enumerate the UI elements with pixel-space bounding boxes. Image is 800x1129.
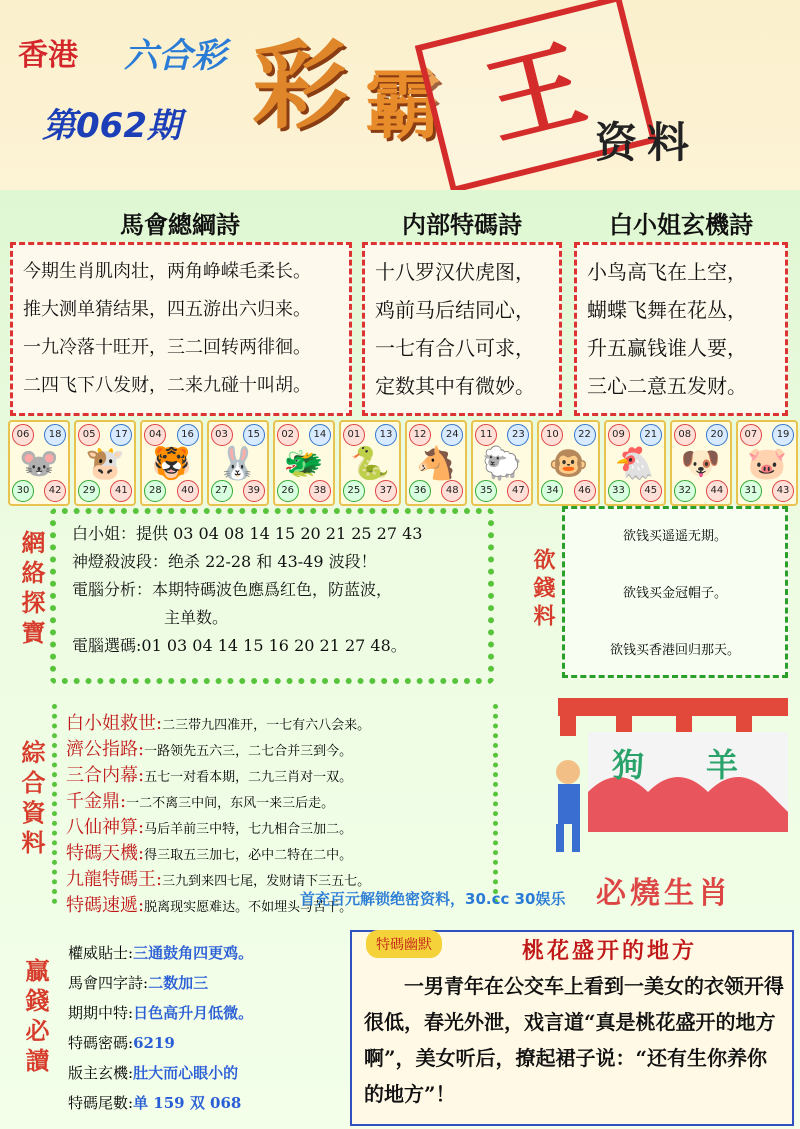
zodiac-number: 46 bbox=[574, 480, 596, 502]
net-label: 網絡探寶 bbox=[17, 530, 46, 650]
zodiac-animal-icon: 🐯 bbox=[151, 444, 192, 482]
zodiac-number: 23 bbox=[507, 424, 529, 446]
zodiac-number: 11 bbox=[475, 424, 497, 446]
zodiac-animal-icon: 🐶 bbox=[680, 444, 721, 482]
zodiac-number: 39 bbox=[243, 480, 265, 502]
zodiac-number: 20 bbox=[706, 424, 728, 446]
zodiac-number: 34 bbox=[541, 480, 563, 502]
zodiac-animal-icon: 🐭 bbox=[19, 444, 59, 482]
zodiac-number: 22 bbox=[574, 424, 596, 446]
zodiac-number: 40 bbox=[177, 480, 199, 502]
zodiac-number: 06 bbox=[12, 424, 34, 446]
zodiac-number: 25 bbox=[343, 480, 365, 502]
zodiac-card bbox=[207, 420, 269, 506]
zodiac-number: 24 bbox=[441, 424, 463, 446]
zodiac-card bbox=[339, 420, 401, 506]
zodiac-number: 41 bbox=[110, 480, 132, 502]
zodiac-number: 03 bbox=[211, 424, 233, 446]
column-title-1: 馬會總綱詩 bbox=[120, 210, 240, 239]
zodiac-card bbox=[273, 420, 335, 506]
painter-illustration bbox=[548, 692, 788, 862]
general-row bbox=[66, 842, 370, 868]
poem-line: 升五赢钱谁人要， bbox=[587, 336, 747, 360]
must-row bbox=[68, 1058, 253, 1088]
must-key: 權威貼士: bbox=[68, 944, 134, 962]
general-value: 得三取五三加七，必中二特在二中。 bbox=[144, 848, 353, 863]
general-value: 脱离现实愿难达。不如埋头与苦干。 bbox=[144, 900, 353, 915]
zodiac-animal-icon: 🐰 bbox=[217, 444, 258, 482]
zodiac-number: 47 bbox=[507, 480, 529, 502]
money-line: 欲钱买金冠帽子。 bbox=[622, 586, 727, 601]
zodiac-number: 28 bbox=[144, 480, 166, 502]
zodiac-number: 12 bbox=[409, 424, 431, 446]
must-list bbox=[68, 938, 253, 1118]
zodiac-animal-icon: 🐮 bbox=[85, 444, 126, 482]
general-key: 白小姐救世: bbox=[66, 713, 163, 734]
zodiac-number: 17 bbox=[110, 424, 132, 446]
must-burn-zodiac: 必燒生肖 bbox=[596, 876, 732, 911]
zodiac-number: 05 bbox=[78, 424, 100, 446]
must-key: 特碼尾數: bbox=[68, 1094, 134, 1112]
must-value: 二数加三 bbox=[148, 974, 209, 992]
general-key: 特碼速遞: bbox=[66, 895, 145, 916]
painter-word-sheep: 羊 bbox=[706, 746, 739, 784]
general-key: 特碼天機: bbox=[66, 843, 145, 864]
zodiac-number: 29 bbox=[78, 480, 100, 502]
general-value: 三九到来四七尾，发财请下三五七。 bbox=[162, 874, 371, 889]
title-char-1: 彩 bbox=[252, 30, 348, 142]
zodiac-animal-icon: 🐵 bbox=[548, 444, 589, 482]
zodiac-card bbox=[537, 420, 599, 506]
zodiac-number: 16 bbox=[177, 424, 199, 446]
joke-box bbox=[350, 930, 794, 1126]
must-value: 6219 bbox=[133, 1034, 175, 1052]
net-line: 電腦選碼:01 03 04 14 15 16 20 21 27 48。 bbox=[72, 636, 407, 655]
must-key: 特碼密碼: bbox=[68, 1034, 134, 1052]
zodiac-number: 31 bbox=[740, 480, 762, 502]
general-row bbox=[66, 738, 370, 764]
zodiac-number: 10 bbox=[541, 424, 563, 446]
column-title-2: 内部特碼詩 bbox=[402, 210, 522, 239]
poem-line: 一七有合八可求， bbox=[375, 336, 535, 360]
net-line: 主单数。 bbox=[164, 608, 229, 627]
must-value: 三通鼓角四更鸡。 bbox=[133, 944, 254, 962]
zodiac-number: 44 bbox=[706, 480, 728, 502]
zodiac-number: 45 bbox=[640, 480, 662, 502]
general-value: 五七一对看本期，二九三肖对一双。 bbox=[144, 770, 353, 785]
zodiac-number: 13 bbox=[375, 424, 397, 446]
zodiac-number: 18 bbox=[44, 424, 66, 446]
poem-box-1 bbox=[10, 242, 352, 416]
promo-banner[interactable]: 首充百元解锁绝密资料，30.cc 30娱乐 bbox=[300, 890, 566, 908]
zodiac-number: 07 bbox=[740, 424, 762, 446]
general-label: 綜合資料 bbox=[17, 740, 46, 860]
zodiac-number: 48 bbox=[441, 480, 463, 502]
zodiac-number: 09 bbox=[608, 424, 630, 446]
zodiac-card bbox=[604, 420, 666, 506]
zodiac-number: 30 bbox=[12, 480, 34, 502]
zodiac-strip bbox=[8, 420, 798, 506]
liuhecai-title: 六合彩 bbox=[124, 36, 226, 76]
joke-tag: 特碼幽默 bbox=[366, 930, 442, 958]
zodiac-number: 43 bbox=[772, 480, 794, 502]
money-box bbox=[562, 506, 788, 678]
zodiac-number: 14 bbox=[309, 424, 331, 446]
poem-line: 推大测单猜结果，四五游出六归来。 bbox=[23, 299, 311, 320]
king-stamp: 王 bbox=[415, 0, 657, 193]
poem-line: 十八罗汉伏虎图， bbox=[375, 260, 535, 284]
zodiac-card bbox=[140, 420, 202, 506]
zodiac-number: 01 bbox=[343, 424, 365, 446]
zodiac-card bbox=[471, 420, 533, 506]
general-row bbox=[66, 764, 370, 790]
general-key: 濟公指路: bbox=[66, 739, 145, 760]
zodiac-number: 32 bbox=[674, 480, 696, 502]
poem-line: 今期生肖肌肉壮，两角峥嵘毛柔长。 bbox=[23, 261, 311, 282]
zodiac-number: 27 bbox=[211, 480, 233, 502]
general-row bbox=[66, 816, 370, 842]
money-line: 欲钱买香港回归那天。 bbox=[609, 643, 740, 658]
poem-line: 一九冷落十旺开，三二回转两徘徊。 bbox=[23, 337, 311, 358]
poem-line: 小鸟高飞在上空， bbox=[587, 260, 747, 284]
hongkong-title: 香港 bbox=[18, 38, 78, 73]
issue-number: 第062期 bbox=[42, 106, 181, 146]
general-value: 二三带九四准开，一七有六八会来。 bbox=[162, 718, 371, 733]
general-key: 千金鼎: bbox=[66, 791, 127, 812]
title-char-2: 霸 bbox=[365, 60, 441, 149]
must-value: 单 159 双 068 bbox=[133, 1094, 242, 1112]
zodiac-number: 04 bbox=[144, 424, 166, 446]
must-row bbox=[68, 1088, 253, 1118]
zodiac-number: 37 bbox=[375, 480, 397, 502]
must-row bbox=[68, 938, 253, 968]
zodiac-number: 02 bbox=[277, 424, 299, 446]
zodiac-number: 21 bbox=[640, 424, 662, 446]
poem-box-3 bbox=[574, 242, 788, 416]
zodiac-card bbox=[670, 420, 732, 506]
zodiac-animal-icon: 🐲 bbox=[283, 444, 324, 482]
zodiac-animal-icon: 🐑 bbox=[482, 444, 523, 482]
must-key: 期期中特: bbox=[68, 1004, 134, 1022]
zodiac-animal-icon: 🐔 bbox=[614, 444, 655, 482]
poem-line: 定数其中有微妙。 bbox=[375, 374, 535, 398]
general-value: 一路领先五六三，二七合并三到今。 bbox=[144, 744, 353, 759]
zodiac-number: 35 bbox=[475, 480, 497, 502]
zodiac-number: 08 bbox=[674, 424, 696, 446]
general-key: 九龍特碼王: bbox=[66, 869, 163, 890]
column-title-3: 白小姐玄機詩 bbox=[609, 210, 753, 239]
zodiac-number: 19 bbox=[772, 424, 794, 446]
must-key: 馬會四字詩: bbox=[68, 974, 149, 992]
general-row bbox=[66, 790, 370, 816]
net-line: 白小姐：提供 03 04 08 14 15 20 21 25 27 43 bbox=[72, 524, 423, 543]
poem-line: 二四飞下八发财，二来九碰十叫胡。 bbox=[23, 375, 311, 396]
must-row bbox=[68, 998, 253, 1028]
net-line: 神燈殺波段：绝杀 22-28 和 43-49 波段！ bbox=[72, 552, 377, 571]
poem-line: 三心二意五发财。 bbox=[587, 374, 747, 398]
zodiac-number: 36 bbox=[409, 480, 431, 502]
poem-box-2 bbox=[362, 242, 562, 416]
zodiac-number: 15 bbox=[243, 424, 265, 446]
must-value: 肚大而心眼小的 bbox=[133, 1064, 239, 1082]
must-key: 版主玄機: bbox=[68, 1064, 134, 1082]
zodiac-number: 33 bbox=[608, 480, 630, 502]
joke-title: 桃花盛开的地方 bbox=[522, 938, 698, 964]
joke-text: 一男青年在公交车上看到一美女的衣领开得很低，春光外泄，戏言道“真是桃花盛开的地方啊”，美女听后，撩起裙子说：“还有生你养你的地方”！ bbox=[364, 974, 784, 1106]
general-value: 马后羊前三中特，七九相合三加二。 bbox=[144, 822, 353, 837]
must-row bbox=[68, 1028, 253, 1058]
zodiac-number: 38 bbox=[309, 480, 331, 502]
subtitle: 资料 bbox=[595, 118, 700, 167]
money-line: 欲钱买遥遥无期。 bbox=[622, 529, 727, 544]
zodiac-card bbox=[74, 420, 136, 506]
zodiac-animal-icon: 🐴 bbox=[416, 444, 457, 482]
net-content bbox=[72, 520, 422, 660]
general-key: 八仙神算: bbox=[66, 817, 145, 838]
poem-line: 蝴蝶飞舞在花丛， bbox=[587, 298, 747, 322]
must-value: 日色高升月低微。 bbox=[133, 1004, 254, 1022]
general-key: 三合内幕: bbox=[66, 765, 145, 786]
zodiac-animal-icon: 🐷 bbox=[747, 444, 787, 482]
painter-word-dog: 狗 bbox=[612, 746, 645, 784]
general-value: 一二不离三中间，东风一来三后走。 bbox=[126, 796, 335, 811]
painter-graphic bbox=[548, 692, 788, 862]
poem-line: 鸡前马后结同心， bbox=[375, 298, 535, 322]
money-label: 欲錢料 bbox=[530, 548, 556, 632]
zodiac-card bbox=[8, 420, 70, 506]
zodiac-animal-icon: 🐍 bbox=[350, 444, 390, 482]
zodiac-number: 42 bbox=[44, 480, 66, 502]
general-row bbox=[66, 712, 370, 738]
zodiac-card bbox=[736, 420, 798, 506]
zodiac-card bbox=[405, 420, 467, 506]
must-row bbox=[68, 968, 253, 998]
must-label: 贏錢必讀 bbox=[21, 958, 50, 1078]
zodiac-number: 26 bbox=[277, 480, 299, 502]
net-line: 電腦分析：本期特碼波色應爲红色，防蓝波， bbox=[72, 580, 393, 599]
